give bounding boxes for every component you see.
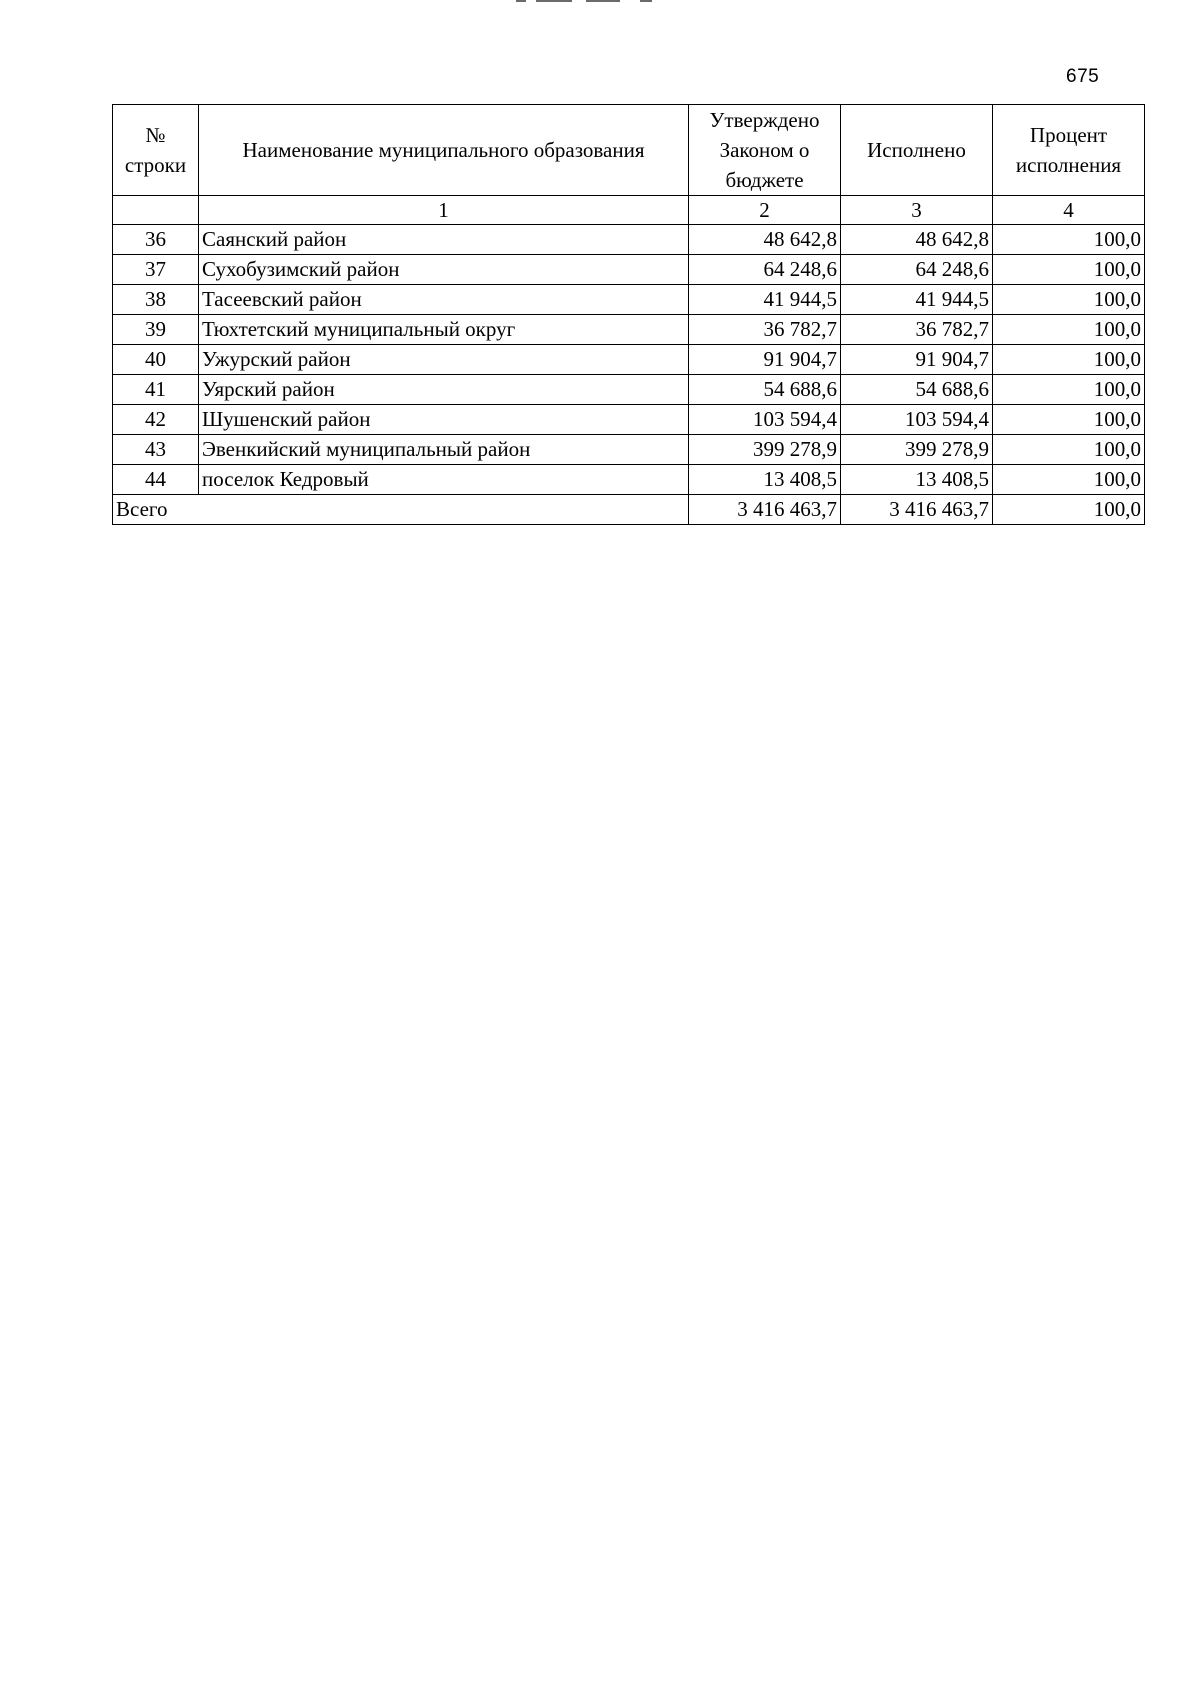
row-number: 40 — [113, 345, 199, 375]
table-row — [113, 315, 1145, 345]
approved-amount: 64 248,6 — [689, 255, 841, 285]
municipality-name: Ужурский район — [199, 345, 689, 375]
approved-amount: 399 278,9 — [689, 435, 841, 465]
table-row — [113, 255, 1145, 285]
table-total-row — [113, 495, 1145, 525]
approved-amount: 54 688,6 — [689, 375, 841, 405]
executed-amount: 48 642,8 — [841, 225, 993, 255]
header-row-number: № строки — [113, 105, 199, 196]
approved-amount: 36 782,7 — [689, 315, 841, 345]
table-row — [113, 285, 1145, 315]
municipality-name: Шушенский район — [199, 405, 689, 435]
table-header-row — [113, 105, 1145, 196]
row-number: 36 — [113, 225, 199, 255]
municipality-name: Тасеевский район — [199, 285, 689, 315]
table-row — [113, 225, 1145, 255]
total-label: Всего — [113, 495, 689, 525]
municipality-name: поселок Кедровый — [199, 465, 689, 495]
column-index: 1 — [199, 196, 689, 225]
header-approved: Утверждено Законом о бюджете — [689, 105, 841, 196]
row-number: 37 — [113, 255, 199, 285]
municipality-name: Сухобузимский район — [199, 255, 689, 285]
execution-percent: 100,0 — [993, 225, 1145, 255]
approved-amount: 91 904,7 — [689, 345, 841, 375]
column-index: 4 — [993, 196, 1145, 225]
row-number: 41 — [113, 375, 199, 405]
execution-percent: 100,0 — [993, 405, 1145, 435]
executed-amount: 91 904,7 — [841, 345, 993, 375]
row-number: 38 — [113, 285, 199, 315]
approved-amount: 41 944,5 — [689, 285, 841, 315]
row-number: 43 — [113, 435, 199, 465]
executed-amount: 64 248,6 — [841, 255, 993, 285]
execution-percent: 100,0 — [993, 255, 1145, 285]
execution-percent: 100,0 — [993, 315, 1145, 345]
budget-execution-table — [112, 104, 1145, 525]
municipality-name: Уярский район — [199, 375, 689, 405]
column-index: 3 — [841, 196, 993, 225]
municipality-name: Эвенкийский муниципальный район — [199, 435, 689, 465]
table-row — [113, 345, 1145, 375]
execution-percent: 100,0 — [993, 345, 1145, 375]
column-index — [113, 196, 199, 225]
table-row — [113, 405, 1145, 435]
execution-percent: 100,0 — [993, 465, 1145, 495]
execution-percent: 100,0 — [993, 435, 1145, 465]
column-index: 2 — [689, 196, 841, 225]
approved-amount: 48 642,8 — [689, 225, 841, 255]
executed-amount: 36 782,7 — [841, 315, 993, 345]
executed-amount: 399 278,9 — [841, 435, 993, 465]
execution-percent: 100,0 — [993, 285, 1145, 315]
header-percent: Процент исполнения — [993, 105, 1145, 196]
table-row — [113, 375, 1145, 405]
executed-amount: 41 944,5 — [841, 285, 993, 315]
approved-amount: 13 408,5 — [689, 465, 841, 495]
table-row — [113, 465, 1145, 495]
executed-amount: 54 688,6 — [841, 375, 993, 405]
municipality-name: Саянский район — [199, 225, 689, 255]
total-execution-percent: 100,0 — [993, 495, 1145, 525]
page-number: 675 — [1066, 66, 1100, 87]
row-number: 42 — [113, 405, 199, 435]
table-row — [113, 435, 1145, 465]
execution-percent: 100,0 — [993, 375, 1145, 405]
column-index-row — [113, 196, 1145, 225]
executed-amount: 103 594,4 — [841, 405, 993, 435]
total-approved-amount: 3 416 463,7 — [689, 495, 841, 525]
total-executed-amount: 3 416 463,7 — [841, 495, 993, 525]
header-municipality-name: Наименование муниципального образования — [199, 105, 689, 196]
header-executed: Исполнено — [841, 105, 993, 196]
executed-amount: 13 408,5 — [841, 465, 993, 495]
approved-amount: 103 594,4 — [689, 405, 841, 435]
row-number: 39 — [113, 315, 199, 345]
scan-artifact-marks — [516, 0, 656, 6]
row-number: 44 — [113, 465, 199, 495]
municipality-name: Тюхтетский муниципальный округ — [199, 315, 689, 345]
